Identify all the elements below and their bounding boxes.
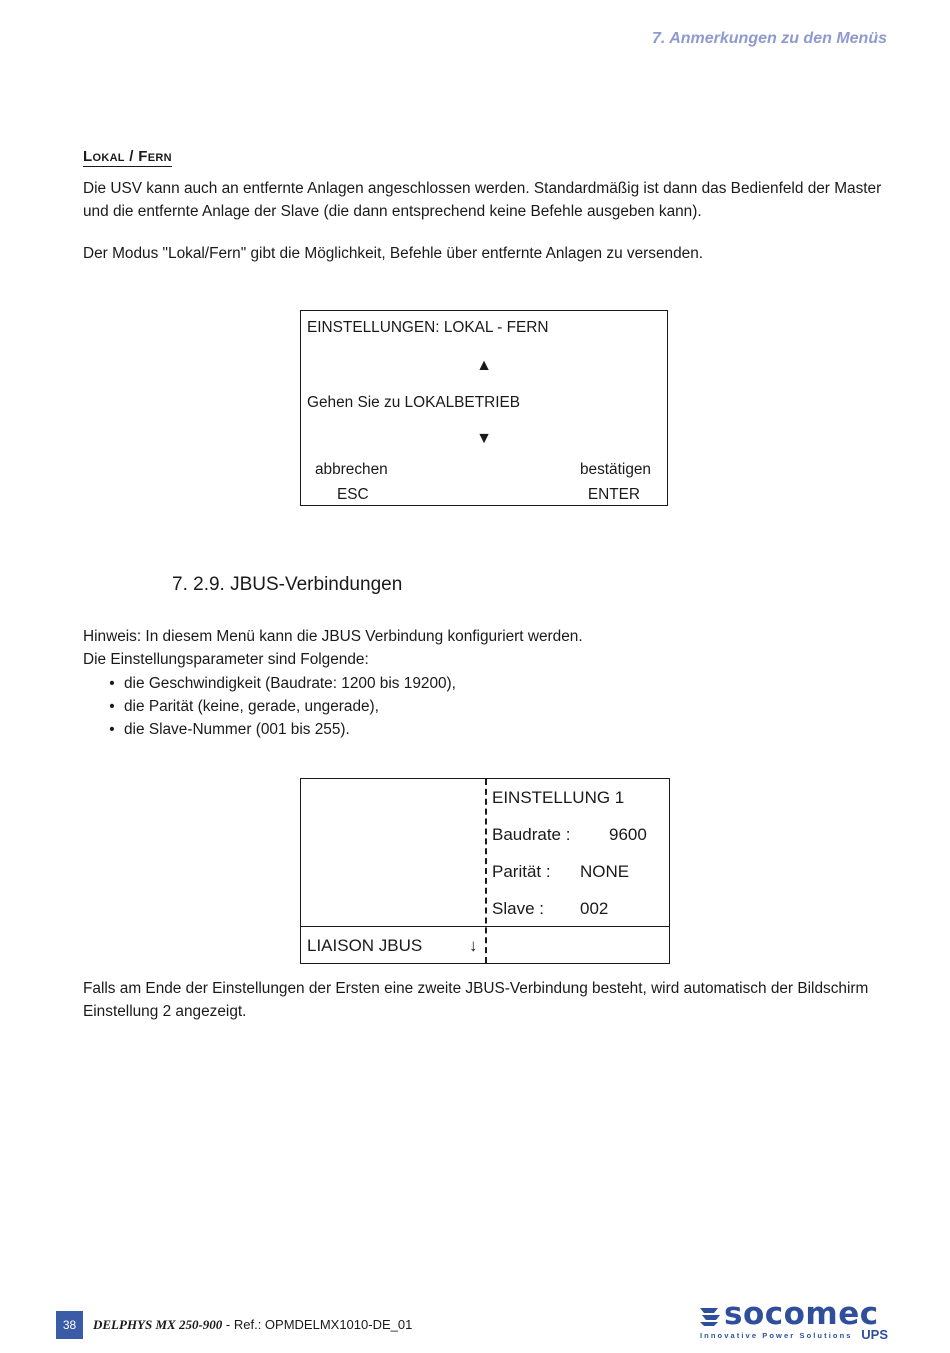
closing-line-1: Falls am Ende der Einstellungen der Ersten eine zweite JBUS-Verbindung besteht, wird automatisch der Bildschirm — [83, 980, 869, 997]
parity-label: Parität : — [492, 862, 551, 881]
screen-message: Gehen Sie zu LOKALBETRIEB — [307, 394, 521, 411]
jbus-note: Hinweis: In diesem Menü kann die JBUS Verbindung konfiguriert werden. — [83, 628, 583, 645]
mode-paragraph: Der Modus "Lokal/Fern" gibt die Möglichkeit, Befehle über entfernte Anlagen zu versenden. — [83, 245, 704, 262]
closing-paragraph — [83, 978, 893, 1023]
closing-line-2: Einstellung 2 angezeigt. — [83, 1002, 247, 1020]
logo-ups: UPS — [861, 1327, 888, 1342]
intro-line-2: und die entfernte Anlage der Slave (die dann entsprechend keine Befehle ausgeben kann). — [83, 202, 702, 220]
logo-tagline: Innovative Power Solutions — [700, 1331, 853, 1340]
page-number: 38 — [56, 1311, 83, 1339]
intro-line-1: Die USV kann auch an entfernte Anlagen angeschlossen werden. Standardmäßig ist dann das Bedienfeld der Master — [83, 180, 882, 197]
horizontal-divider — [301, 926, 669, 927]
enter-key-label: ENTER — [587, 486, 640, 503]
menu-label: LIAISON JBUS — [307, 936, 423, 955]
dashed-divider — [485, 779, 487, 963]
logo-wordmark: socomec — [724, 1296, 879, 1332]
confirm-label: bestätigen — [579, 461, 651, 478]
bullet-icon: • — [109, 698, 115, 715]
chapter-heading: 7. Anmerkungen zu den Menüs — [652, 30, 887, 47]
screen-title: EINSTELLUNGEN: LOKAL - FERN — [307, 319, 549, 336]
socomec-mark-icon — [698, 1305, 722, 1327]
subsection-title: 7. 2.9. JBUS-Verbindungen — [172, 574, 403, 595]
up-arrow-icon: ▲ — [476, 357, 492, 374]
jbus-screen — [300, 778, 670, 964]
list-item — [100, 718, 456, 741]
cancel-label: abbrechen — [315, 461, 388, 478]
baud-label: Baudrate : — [492, 825, 571, 844]
slave-value: 002 — [580, 899, 609, 918]
list-item-text: die Parität (keine, gerade, ungerade), — [124, 698, 379, 715]
slave-label: Slave : — [492, 899, 544, 918]
down-arrow-icon: ▼ — [476, 430, 492, 447]
list-item-text: die Geschwindigkeit (Baudrate: 1200 bis 19200), — [124, 675, 456, 692]
socomec-logo — [698, 1296, 888, 1342]
document-reference — [93, 1317, 412, 1333]
parity-value: NONE — [580, 862, 630, 881]
product-name: DELPHYS MX 250-900 — [93, 1317, 223, 1332]
down-arrow-icon: ↓ — [469, 936, 478, 955]
bullet-icon: • — [109, 675, 115, 692]
param-list — [100, 672, 456, 741]
lokal-fern-screen — [300, 310, 668, 506]
bullet-icon: • — [109, 721, 115, 738]
params-intro: Die Einstellungsparameter sind Folgende: — [83, 651, 369, 668]
setting-title: EINSTELLUNG 1 — [492, 788, 625, 807]
section-title: Lokal / Fern — [83, 148, 172, 165]
baud-value: 9600 — [609, 825, 647, 844]
intro-paragraph — [83, 178, 893, 223]
esc-key-label: ESC — [337, 486, 369, 503]
list-item — [100, 672, 456, 695]
reference-code: - Ref.: OPMDELMX1010-DE_01 — [222, 1317, 413, 1332]
list-item — [100, 695, 456, 718]
list-item-text: die Slave-Nummer (001 bis 255). — [124, 721, 350, 738]
